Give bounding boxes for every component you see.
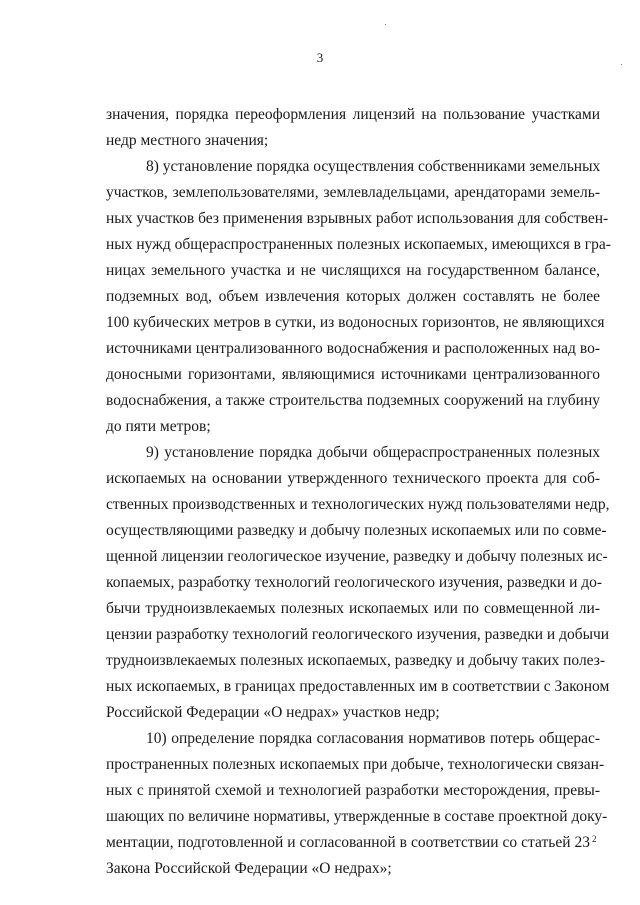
item-8-line-11: до пяти метров; bbox=[106, 418, 211, 435]
item-8-line-1: 8) установление порядка осуществления собственниками земельных bbox=[146, 158, 601, 175]
item-9-line-3: ственных производственных и технологических нужд пользователями недр, bbox=[106, 496, 610, 513]
item-8-line-9: доносными горизонтами, являющимися источниками централизованного bbox=[106, 366, 600, 383]
item-9-line-10: ных ископаемых, в границах предоставленных им в соответствии с Законом bbox=[106, 678, 610, 695]
scan-speck bbox=[621, 64, 622, 65]
item-9-line-4: осуществляющими разведку и добычу полезных ископаемых или по совме- bbox=[106, 522, 607, 539]
item-10-line-5-text: ментации, подготовленной и согласованной в соответствии со статьей 23 bbox=[106, 834, 590, 851]
item-8-line-8: источниками централизованного водоснабжения и расположенных над во- bbox=[106, 340, 600, 357]
scan-speck bbox=[385, 24, 386, 25]
item-10-line-2: пространенных полезных ископаемых при добыче, технологически связан- bbox=[106, 756, 605, 773]
item-10-line-3: ных с принятой схемой и технологией разработки месторождения, превы- bbox=[106, 782, 600, 799]
item-10-line-4: шающих по величине нормативы, утвержденные в составе проектной доку- bbox=[106, 808, 608, 825]
item-8-line-6: подземных вод, объем извлечения которых должен составлять не более bbox=[106, 288, 600, 305]
item-9-line-1: 9) установление порядка добычи общераспространенных полезных bbox=[146, 444, 600, 461]
item-9-line-6: копаемых, разработку технологий геологического изучения, разведки и до- bbox=[106, 574, 603, 591]
item-10-line-1: 10) определение порядка согласования нормативов потерь общерас- bbox=[146, 730, 600, 747]
item-10-line-5 bbox=[106, 833, 590, 853]
item-9-line-5: щенной лицензии геологическое изучение, разведку и добычу полезных ис- bbox=[106, 548, 608, 565]
item-9-line-11: Российской Федерации «О недрах» участков недр; bbox=[106, 704, 440, 721]
item-9-line-2: ископаемых на основании утвержденного технического проекта для соб- bbox=[106, 470, 600, 487]
item-10-line-6: Закона Российской Федерации «О недрах»; bbox=[106, 860, 392, 877]
item-9-line-7: бычи трудноизвлекаемых полезных ископаемых или по совмещенной ли- bbox=[106, 600, 600, 617]
item-8-line-3: ных участков без применения взрывных работ использования для собствен- bbox=[106, 210, 609, 227]
paragraph-1-line-1: значения, порядка переоформления лицензий на пользование участками bbox=[106, 106, 600, 123]
item-9-line-9: трудноизвлекаемых полезных ископаемых, разведку и добычу таких полез- bbox=[106, 652, 606, 669]
item-8-line-4: ных нужд общераспространенных полезных ископаемых, имеющихся в гра- bbox=[106, 236, 611, 253]
item-8-line-2: участков, землепользователями, землевладельцами, арендаторами земель- bbox=[106, 184, 600, 201]
article-superscript: 2 bbox=[592, 834, 597, 844]
item-8-line-10: водоснабжения, а также строительства подземных сооружений на глубину bbox=[106, 392, 600, 409]
paragraph-1-line-2: недр местного значения; bbox=[106, 132, 269, 149]
item-9-line-8: цензии разработку технологий геологического изучения, разведки и добычи bbox=[106, 626, 610, 643]
page-number: 3 bbox=[316, 50, 324, 65]
item-8-line-5: ницах земельного участка и не числящихся на государственном балансе, bbox=[106, 262, 600, 279]
item-8-line-7: 100 кубических метров в сутки, из водоносных горизонтов, не являющихся bbox=[106, 314, 605, 331]
